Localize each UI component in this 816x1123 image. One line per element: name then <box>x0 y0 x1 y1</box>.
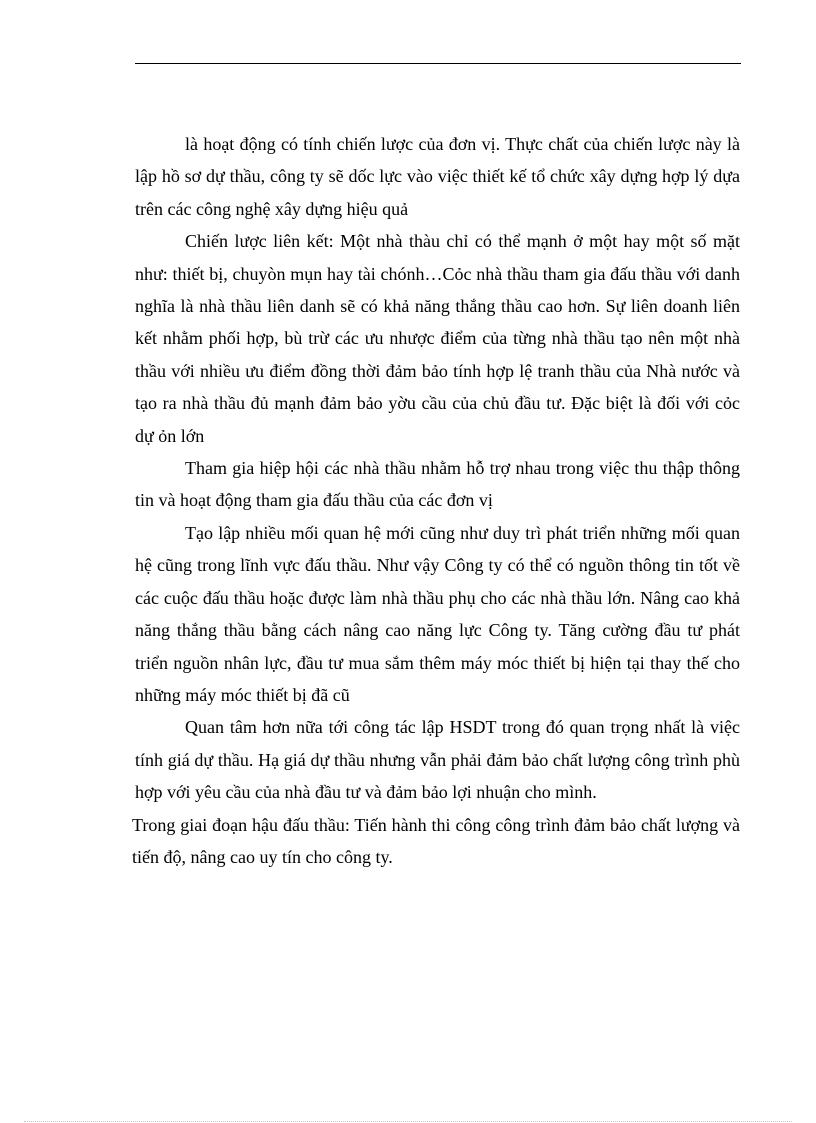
paragraph: là hoạt động có tính chiến lược của đơn vị. Thực chất của chiến lược này là lập hồ sơ dự thầu, công ty sẽ dốc lực vào việc thiết kế tổ chức xây dựng hợp lý dựa trên các công nghệ xây dựng hiệu quả <box>135 134 740 219</box>
paragraph: Quan tâm hơn nữa tới công tác lập HSDT trong đó quan trọng nhất là việc tính giá dự thầu. Hạ giá dự thầu nhưng vẫn phải đảm bảo chất lượng công trình phù hợp với yêu cầu của nhà đầu tư và đảm bảo lợi nhuận cho mình. <box>135 717 740 803</box>
footer-rule <box>24 1121 792 1122</box>
document-body <box>132 128 740 873</box>
paragraph: Tham gia hiệp hội các nhà thầu nhằm hỗ trợ nhau trong việc thu thập thông tin và hoạt động tham gia đấu thầu của các đơn vị <box>135 458 740 511</box>
paragraph: Tạo lập nhiều mối quan hệ mới cũng như duy trì phát triển những mối quan hệ cũng trong lĩnh vực đấu thầu. Như vậy Công ty có thể có nguồn thông tin tốt về các cuộc đấu thầu hoặc được làm nhà thầu phụ cho các nhà thầu lớn. Nâng cao khả năng thắng thầu bằng cách nâng cao năng lực Công ty. Tăng cường đầu tư phát triển nguồn nhân lực, đầu tư mua sắm thêm máy móc thiết bị hiện tại thay thế cho những máy móc thiết bị đã cũ <box>135 522 740 705</box>
header-rule <box>135 63 741 64</box>
paragraph: Trong giai đoạn hậu đấu thầu: Tiến hành thi công công trình đảm bảo chất lượng và tiến độ, nâng cao uy tín cho công ty. <box>132 814 740 867</box>
paragraph: Chiến lược liên kết: Một nhà thàu chỉ có thể mạnh ở một hay một số mặt như: thiết bị, chuyòn mụn hay tài chónh…Cỏc nhà thầu tham gia đấu thầu với danh nghĩa là nhà thầu liên danh sẽ có khả năng thắng thầu cao hơn. Sự liên doanh liên kết nhằm phối hợp, bù trừ các ưu nhược điểm của từng nhà thầu tạo nên một nhà thầu với nhiều ưu điểm đồng thời đảm bảo tính hợp lệ tranh thầu của Nhà nước và tạo ra nhà thầu đủ mạnh đảm bảo yờu cầu của chủ đầu tư. Đặc biệt là đối với cỏc dự ỏn lớn <box>135 231 740 446</box>
